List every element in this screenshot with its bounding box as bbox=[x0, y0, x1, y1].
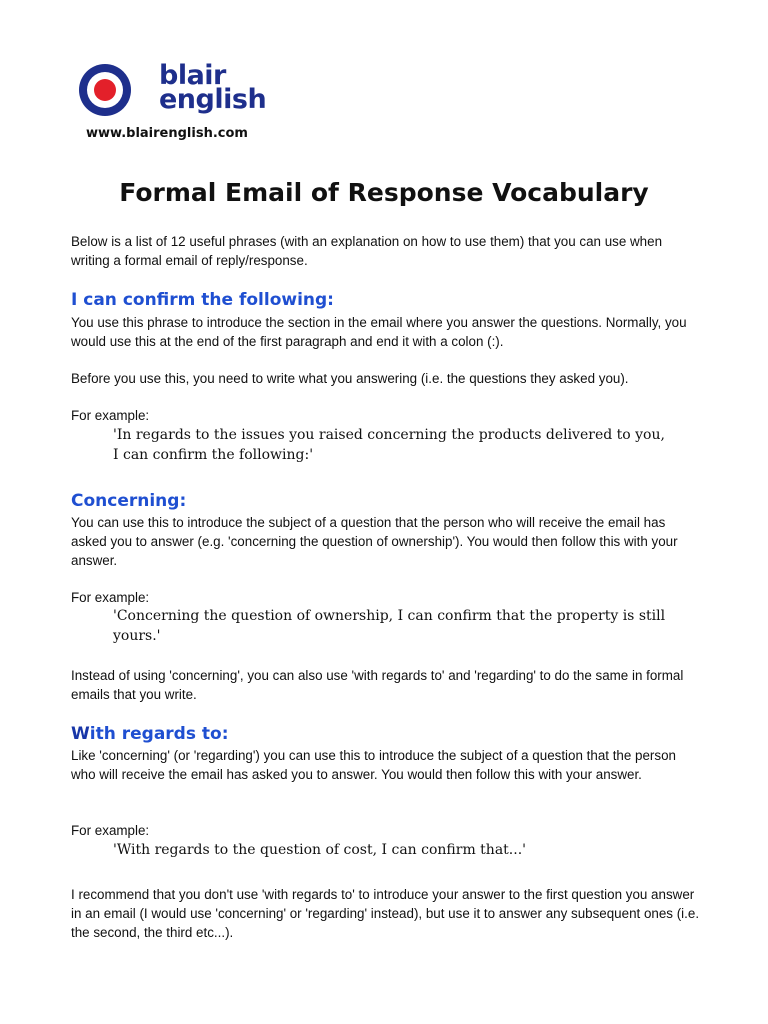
logo-word-blair: blair bbox=[159, 60, 226, 91]
section-1-example-label: For example: bbox=[71, 408, 150, 423]
section-2-paragraph-2: Instead of using 'concerning', you can also use 'with regards to' and 'regarding' to do the same in formal emails that you write. bbox=[71, 668, 684, 702]
heading-rest: ith regards to: bbox=[89, 724, 229, 744]
heading-initial: W bbox=[71, 724, 90, 744]
logo-url: www.blairenglish.com bbox=[86, 126, 248, 141]
section-heading-with-regards-to bbox=[71, 723, 229, 745]
intro-paragraph: Below is a list of 12 useful phrases (with an explanation on how to use them) that you can use when writing a formal email of reply/response. bbox=[71, 234, 663, 268]
section-3-example-quote: 'With regards to the question of cost, I can confirm that...' bbox=[113, 842, 526, 858]
target-roundel-icon bbox=[78, 58, 158, 124]
section-2-paragraph-1: You can use this to introduce the subject of a question that the person who will receive the email has asked you to answer (e.g. 'concerning the question of ownership'). You would then follow this with your answer. bbox=[71, 515, 678, 568]
section-heading-confirm: I can confirm the following: bbox=[71, 290, 334, 310]
section-1-paragraph-2: Before you use this, you need to write what you answering (i.e. the questions they asked you). bbox=[71, 371, 629, 386]
section-2-example-label: For example: bbox=[71, 590, 150, 605]
section-3-paragraph-1: Like 'concerning' (or 'regarding') you can use this to introduce the subject of a question that the person who will receive the email has asked you to answer. You would then follow this with your answer. bbox=[71, 748, 676, 782]
section-heading-concerning: Concerning: bbox=[71, 491, 187, 511]
logo-word-english: english bbox=[159, 84, 267, 115]
section-3-paragraph-2: I recommend that you don't use 'with regards to' to introduce your answer to the first question you answer in an email (I would use 'concerning' or 'regarding' instead), but use it to answer any subsequent ones (i.e. the second, the third etc...). bbox=[71, 887, 700, 940]
section-2-example-quote: 'Concerning the question of ownership, I can confirm that the property is still yours.' bbox=[113, 608, 666, 644]
section-1-paragraph-1: You use this phrase to introduce the section in the email where you answer the questions. Normally, you would use this at the end of the first paragraph and end it with a colon (:). bbox=[71, 315, 687, 349]
section-1-example-quote: 'In regards to the issues you raised concerning the products delivered to you, I can confirm the following:' bbox=[113, 427, 665, 463]
page-title: Formal Email of Response Vocabulary bbox=[119, 178, 649, 207]
blair-english-logo bbox=[78, 58, 278, 148]
section-3-example-label: For example: bbox=[71, 823, 150, 838]
